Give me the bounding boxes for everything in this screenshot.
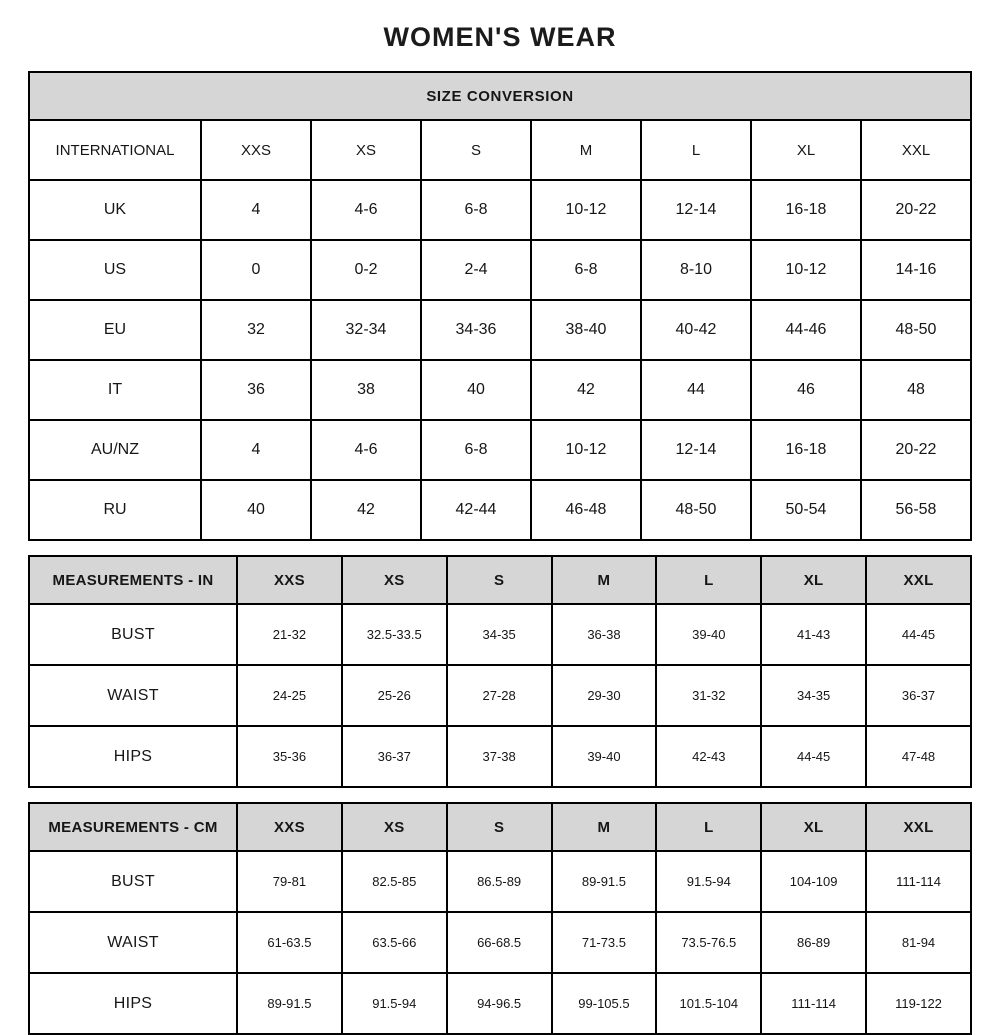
size-value: 36	[201, 360, 311, 420]
size-value: 4	[201, 420, 311, 480]
measurements-in-body	[29, 604, 971, 787]
measurement-value: 36-37	[342, 726, 447, 787]
size-value: 6-8	[421, 420, 531, 480]
size-column-header: XL	[761, 803, 866, 851]
size-value: 48-50	[641, 480, 751, 540]
size-column-header: XXL	[866, 803, 971, 851]
size-value: 44-46	[751, 300, 861, 360]
measurements-cm-table	[28, 802, 972, 1035]
measurement-value: 101.5-104	[656, 973, 761, 1034]
table-row	[29, 726, 971, 787]
measurement-value: 34-35	[447, 604, 552, 665]
size-column-header: M	[531, 120, 641, 180]
size-value: 32-34	[311, 300, 421, 360]
column-header-row	[29, 120, 971, 180]
size-value: 42	[531, 360, 641, 420]
measurement-value: 89-91.5	[552, 851, 657, 912]
size-value: 20-22	[861, 180, 971, 240]
measurement-value: 119-122	[866, 973, 971, 1034]
measurement-value: 39-40	[552, 726, 657, 787]
size-value: 10-12	[751, 240, 861, 300]
size-conversion-table	[28, 71, 972, 541]
measurement-label: BUST	[29, 604, 237, 665]
measurement-value: 21-32	[237, 604, 342, 665]
size-value: 20-22	[861, 420, 971, 480]
size-column-header: L	[656, 803, 761, 851]
size-column-header: XXS	[237, 556, 342, 604]
size-value: 42-44	[421, 480, 531, 540]
size-value: 46	[751, 360, 861, 420]
size-column-header: S	[421, 120, 531, 180]
measurement-value: 47-48	[866, 726, 971, 787]
measurement-value: 25-26	[342, 665, 447, 726]
size-value: 2-4	[421, 240, 531, 300]
measurement-value: 111-114	[761, 973, 866, 1034]
measurement-value: 61-63.5	[237, 912, 342, 973]
size-value: 40	[201, 480, 311, 540]
size-conversion-title-cell: SIZE CONVERSION	[29, 72, 971, 120]
size-column-header: S	[447, 556, 552, 604]
size-value: 0-2	[311, 240, 421, 300]
measurement-value: 36-37	[866, 665, 971, 726]
size-value: 38-40	[531, 300, 641, 360]
table-row	[29, 912, 971, 973]
size-column-header: M	[552, 556, 657, 604]
region-label: EU	[29, 300, 201, 360]
measurement-value: 44-45	[866, 604, 971, 665]
measurements-cm-body	[29, 851, 971, 1034]
size-conversion-body	[29, 180, 971, 540]
measurement-value: 111-114	[866, 851, 971, 912]
table-row	[29, 180, 971, 240]
table-row	[29, 851, 971, 912]
measurement-label: HIPS	[29, 973, 237, 1034]
measurement-value: 91.5-94	[656, 851, 761, 912]
size-value: 12-14	[641, 420, 751, 480]
size-column-header: XS	[311, 120, 421, 180]
size-value: 38	[311, 360, 421, 420]
size-value: 40	[421, 360, 531, 420]
measurement-label: WAIST	[29, 912, 237, 973]
size-value: 50-54	[751, 480, 861, 540]
size-value: 4	[201, 180, 311, 240]
measurement-label: BUST	[29, 851, 237, 912]
size-column-header: XXS	[237, 803, 342, 851]
region-label: RU	[29, 480, 201, 540]
size-column-header: M	[552, 803, 657, 851]
region-label: US	[29, 240, 201, 300]
size-value: 4-6	[311, 420, 421, 480]
measurement-value: 89-91.5	[237, 973, 342, 1034]
table-row	[29, 604, 971, 665]
measurement-value: 27-28	[447, 665, 552, 726]
measurement-value: 91.5-94	[342, 973, 447, 1034]
size-column-header: S	[447, 803, 552, 851]
table-row	[29, 420, 971, 480]
measurements-cm-title-cell: MEASUREMENTS - CM	[29, 803, 237, 851]
size-column-header: XS	[342, 803, 447, 851]
column-header-row	[29, 803, 971, 851]
measurement-value: 36-38	[552, 604, 657, 665]
table-row	[29, 665, 971, 726]
measurement-label: HIPS	[29, 726, 237, 787]
table-row	[29, 360, 971, 420]
size-value: 16-18	[751, 180, 861, 240]
size-column-header: L	[656, 556, 761, 604]
measurement-value: 79-81	[237, 851, 342, 912]
measurement-label: WAIST	[29, 665, 237, 726]
table-row	[29, 973, 971, 1034]
measurement-value: 35-36	[237, 726, 342, 787]
size-column-header: L	[641, 120, 751, 180]
size-value: 40-42	[641, 300, 751, 360]
size-value: 10-12	[531, 180, 641, 240]
measurement-value: 42-43	[656, 726, 761, 787]
size-column-header: XS	[342, 556, 447, 604]
measurement-value: 31-32	[656, 665, 761, 726]
size-value: 48	[861, 360, 971, 420]
measurement-value: 41-43	[761, 604, 866, 665]
measurement-value: 34-35	[761, 665, 866, 726]
measurement-value: 44-45	[761, 726, 866, 787]
size-value: 6-8	[531, 240, 641, 300]
size-value: 46-48	[531, 480, 641, 540]
size-value: 56-58	[861, 480, 971, 540]
size-value: 48-50	[861, 300, 971, 360]
measurement-value: 24-25	[237, 665, 342, 726]
table-row	[29, 480, 971, 540]
measurement-value: 104-109	[761, 851, 866, 912]
size-value: 12-14	[641, 180, 751, 240]
size-value: 14-16	[861, 240, 971, 300]
page-title: WOMEN'S WEAR	[383, 22, 617, 52]
size-column-header: XL	[761, 556, 866, 604]
size-column-header: XL	[751, 120, 861, 180]
measurement-value: 66-68.5	[447, 912, 552, 973]
measurement-value: 81-94	[866, 912, 971, 973]
size-column-header: XXL	[861, 120, 971, 180]
size-value: 34-36	[421, 300, 531, 360]
region-label: IT	[29, 360, 201, 420]
measurements-in-title-cell: MEASUREMENTS - IN	[29, 556, 237, 604]
size-value: 6-8	[421, 180, 531, 240]
measurement-value: 37-38	[447, 726, 552, 787]
measurement-value: 82.5-85	[342, 851, 447, 912]
table-row	[29, 300, 971, 360]
column-header-row	[29, 556, 971, 604]
size-column-header: XXS	[201, 120, 311, 180]
measurement-value: 32.5-33.5	[342, 604, 447, 665]
measurements-in-table	[28, 555, 972, 788]
table-row	[29, 240, 971, 300]
row-label-header: INTERNATIONAL	[29, 120, 201, 180]
measurement-value: 39-40	[656, 604, 761, 665]
region-label: UK	[29, 180, 201, 240]
size-value: 0	[201, 240, 311, 300]
measurement-value: 86-89	[761, 912, 866, 973]
measurement-value: 99-105.5	[552, 973, 657, 1034]
measurement-value: 73.5-76.5	[656, 912, 761, 973]
size-value: 32	[201, 300, 311, 360]
measurement-value: 86.5-89	[447, 851, 552, 912]
size-value: 16-18	[751, 420, 861, 480]
size-value: 42	[311, 480, 421, 540]
size-column-header: XXL	[866, 556, 971, 604]
measurement-value: 71-73.5	[552, 912, 657, 973]
size-value: 4-6	[311, 180, 421, 240]
measurement-value: 29-30	[552, 665, 657, 726]
region-label: AU/NZ	[29, 420, 201, 480]
measurement-value: 63.5-66	[342, 912, 447, 973]
measurement-value: 94-96.5	[447, 973, 552, 1034]
size-value: 8-10	[641, 240, 751, 300]
size-value: 44	[641, 360, 751, 420]
size-value: 10-12	[531, 420, 641, 480]
table-banner-row	[29, 72, 971, 120]
